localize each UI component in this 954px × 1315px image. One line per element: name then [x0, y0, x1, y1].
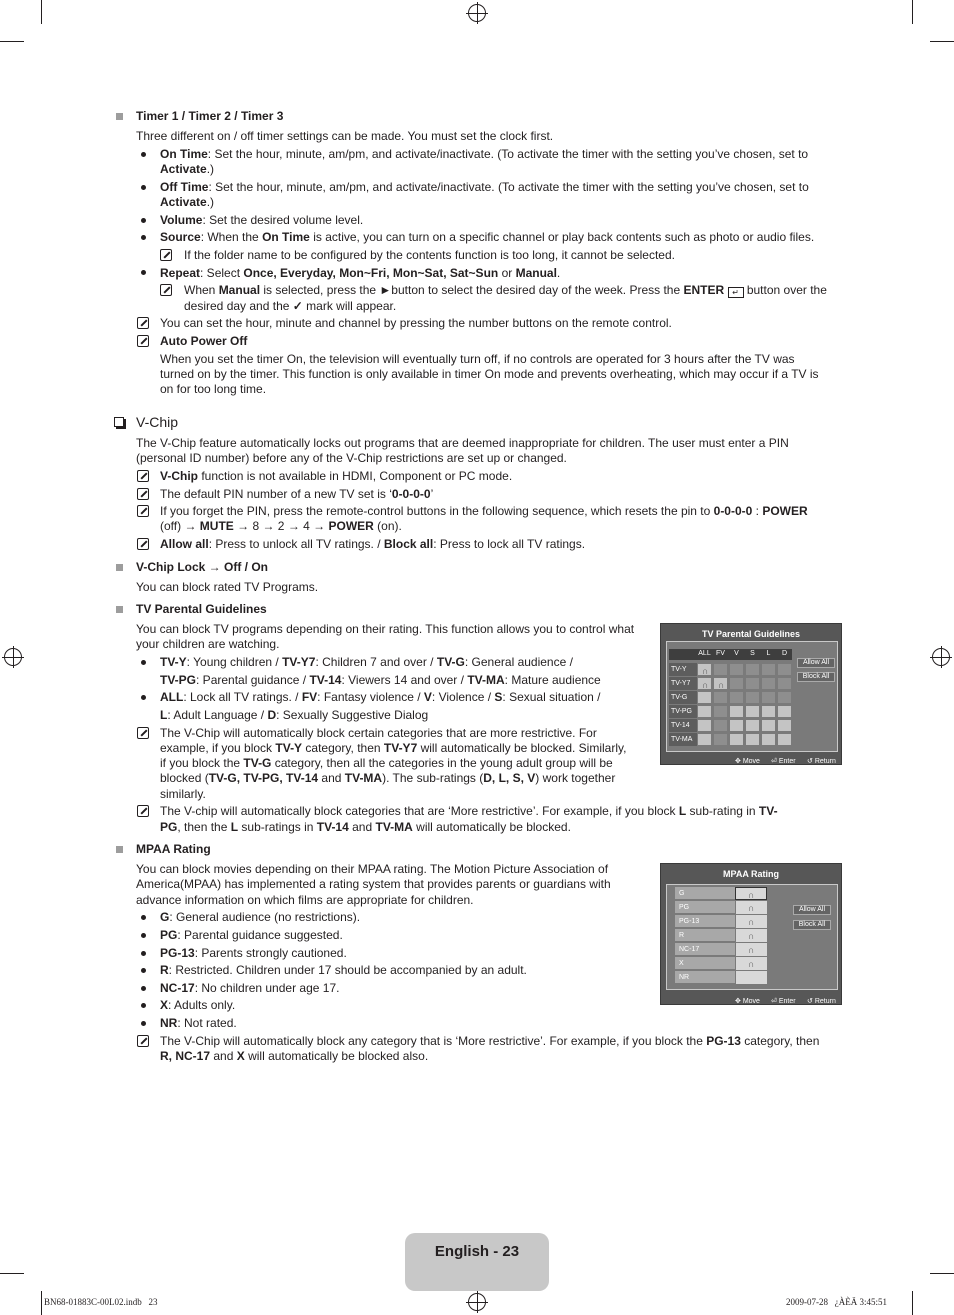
lock-icon: ∩ [702, 666, 709, 676]
tv-parental-note: example, if you block TV-Y category, then TV-Y7 will automatically be blocked. Similarly, [160, 741, 627, 755]
off-time-item: Off Time: Set the hour, minute, am/pm, and activate/inactivate. (To activate the timer with the setting you’ve chosen, set to [160, 180, 809, 194]
allow-all-button[interactable]: Allow All [793, 905, 831, 915]
rating-row-label[interactable]: TV-G [669, 691, 697, 704]
mpaa-row[interactable] [675, 901, 767, 914]
mpaa-screen [660, 863, 842, 1005]
repeat-note: When Manual is selected, press the ►button to select the desired day of the week. Press the ENTER ↵ button over the [184, 283, 827, 297]
rating-row-label[interactable]: TV-14 [669, 719, 697, 732]
column-header[interactable]: D [777, 649, 792, 660]
on-time-item-cont: Activate.) [160, 162, 215, 176]
mpaa-lock-cell[interactable] [735, 929, 767, 942]
lock-icon: ∩ [748, 959, 755, 969]
crop-mark [930, 41, 954, 42]
crop-mark [912, 1291, 913, 1315]
rating-item-cont: TV-PG: Parental guidance / TV-14: Viewers 14 and over / TV-MA: Mature audience [160, 673, 601, 687]
rating-cell[interactable] [761, 663, 776, 676]
vchip-note: V-Chip function is not available in HDMI, Component or PC mode. [160, 469, 513, 483]
screen-panel [666, 884, 838, 990]
block-all-button[interactable]: Block All [793, 920, 831, 930]
mpaa-row[interactable] [675, 929, 767, 942]
rating-cell[interactable] [745, 691, 760, 704]
checkbox-icon [114, 417, 124, 427]
mpaa-lock-cell[interactable] [735, 943, 767, 956]
rating-cell[interactable] [777, 733, 792, 746]
rating-cell[interactable] [761, 677, 776, 690]
rating-cell[interactable] [761, 705, 776, 718]
rating-cell[interactable] [745, 705, 760, 718]
bullet-icon [141, 1003, 146, 1008]
subrating-item-cont: L: Adult Language / D: Sexually Suggestive Dialog [160, 708, 429, 722]
auto-power-off-line: When you set the timer On, the television will eventually turn off, if no controls are operated for 3 hours after the TV was [160, 352, 795, 366]
mpaa-lock-cell[interactable] [735, 901, 767, 914]
lock-icon: ∩ [718, 680, 725, 690]
rating-cell[interactable] [777, 677, 792, 690]
column-header[interactable]: L [761, 649, 776, 660]
mpaa-row-label: G [679, 890, 685, 897]
vchip-lock-text: You can block rated TV Programs. [136, 580, 319, 594]
rating-row-label[interactable]: TV-Y7 [669, 677, 697, 690]
return-icon: ↺ [807, 758, 813, 765]
mpaa-row-label: PG [679, 904, 690, 911]
rating-cell[interactable] [745, 677, 760, 690]
repeat-item: Repeat: Select Once, Everyday, Mon~Fri, Mon~Sat, Sat~Sun or Manual. [160, 266, 561, 280]
note-icon [137, 727, 149, 739]
tv-parental-screen [660, 623, 842, 765]
rating-cell[interactable] [729, 663, 744, 676]
page-number: English - 23 [434, 1243, 520, 1260]
rating-cell[interactable] [697, 663, 712, 676]
note-icon [160, 249, 172, 261]
rating-cell[interactable] [729, 705, 744, 718]
tv-parental-note2: The V-chip will automatically block categories that are ‘More restrictive’. For example, if you block L sub-rating in TV- [160, 804, 778, 818]
auto-power-off-title: Auto Power Off [160, 334, 248, 348]
mpaa-item: R: Restricted. Children under 17 should be accompanied by an adult. [160, 963, 527, 977]
bullet-icon [141, 218, 146, 223]
enter-hint: ⏎ Enter [771, 998, 796, 1005]
note-icon [160, 284, 172, 296]
return-hint: ↺ Return [807, 758, 836, 765]
lock-icon: ∩ [748, 945, 755, 955]
note-icon [137, 317, 149, 329]
rating-cell[interactable] [777, 705, 792, 718]
off-time-item-cont: Activate.) [160, 195, 215, 209]
rating-cell[interactable] [777, 663, 792, 676]
column-header[interactable]: V [729, 649, 744, 660]
mpaa-lock-cell[interactable] [735, 915, 767, 928]
enter-icon: ⏎ [771, 758, 777, 765]
enter-icon: ↵ [728, 287, 744, 298]
bullet-icon [141, 915, 146, 920]
crop-mark [912, 0, 913, 24]
rating-cell[interactable] [761, 691, 776, 704]
rating-cell[interactable] [729, 733, 744, 746]
mpaa-row-label: R [679, 932, 685, 939]
rating-cell[interactable] [713, 719, 728, 732]
bullet-icon [141, 270, 146, 275]
lock-icon: ∩ [748, 903, 755, 913]
note-icon [137, 470, 149, 482]
rating-row-label[interactable]: TV-MA [669, 733, 697, 746]
crop-mark [41, 1291, 42, 1315]
move-hint: ✥ Move [735, 758, 760, 765]
rating-cell[interactable] [713, 663, 728, 676]
mpaa-row[interactable] [675, 887, 767, 900]
move-icon: ✥ [735, 758, 741, 765]
on-time-item: On Time: Set the hour, minute, am/pm, and activate/inactivate. (To activate the timer with the setting you’ve chosen, set to [160, 147, 809, 161]
note-icon [137, 1035, 149, 1047]
enter-hint: ⏎ Enter [771, 758, 796, 765]
rating-cell[interactable] [697, 719, 712, 732]
rating-cell[interactable] [697, 705, 712, 718]
square-bullet-icon [116, 564, 123, 571]
screen-title: TV Parental Guidelines [701, 629, 801, 639]
mpaa-row-label: NR [679, 974, 690, 981]
crop-mark [930, 1273, 954, 1274]
rating-item: TV-Y: Young children / TV-Y7: Children 7 and over / TV-G: General audience / [160, 655, 573, 669]
rating-cell[interactable] [729, 691, 744, 704]
bullet-icon [141, 933, 146, 938]
bullet-icon [141, 152, 146, 157]
bullet-icon [141, 986, 146, 991]
page-number-tab [405, 1233, 549, 1291]
auto-power-off-line: on for too long time. [160, 382, 267, 396]
registration-mark-icon [4, 648, 22, 666]
mpaa-note: The V-Chip will automatically block any category that is ‘More restrictive’. For example, if you block the PG-13 category, then [160, 1034, 820, 1048]
enter-icon: ⏎ [771, 998, 777, 1005]
tv-parental-note: blocked (TV-G, TV-PG, TV-14 and TV-MA). The sub-ratings (D, L, S, V) work together [160, 771, 616, 785]
tv-parental-intro: your children are watching. [136, 637, 280, 651]
mpaa-intro: advance information on which films are appropriate for children. [136, 893, 474, 907]
mpaa-row-label: X [679, 960, 684, 967]
vchip-intro: The V-Chip feature automatically locks out programs that are deemed inappropriate for children. The user must enter a PIN [136, 436, 789, 450]
block-all-button[interactable]: Block All [797, 672, 835, 682]
move-hint: ✥ Move [735, 998, 760, 1005]
screen-title: MPAA Rating [723, 869, 779, 879]
vchip-note: The default PIN number of a new TV set is ‘0-0-0-0’ [160, 487, 434, 501]
vchip-title: V-Chip [136, 414, 179, 430]
note-icon [137, 335, 149, 347]
mpaa-row[interactable] [675, 957, 767, 970]
mpaa-lock-cell[interactable] [735, 887, 767, 900]
registration-mark-icon [932, 648, 950, 666]
mpaa-note: R, NC-17 and X will automatically be blocked also. [160, 1049, 429, 1063]
column-header[interactable]: S [745, 649, 760, 660]
note-icon [137, 805, 149, 817]
note-icon [137, 505, 149, 517]
rating-cell[interactable] [697, 691, 712, 704]
mpaa-row[interactable] [675, 915, 767, 928]
tv-parental-heading: TV Parental Guidelines [136, 602, 267, 616]
lock-icon: ∩ [702, 680, 709, 690]
timer-intro: Three different on / off timer settings can be made. You must set the clock first. [136, 129, 554, 143]
bullet-icon [141, 660, 146, 665]
move-icon: ✥ [735, 998, 741, 1005]
mpaa-item: X: Adults only. [160, 998, 236, 1012]
tv-parental-intro: You can block TV programs depending on their rating. This function allows you to control what [136, 622, 635, 636]
mpaa-row[interactable] [675, 971, 767, 984]
bullet-icon [141, 695, 146, 700]
rating-row-label[interactable]: TV-Y [669, 663, 697, 676]
square-bullet-icon [116, 113, 123, 120]
mpaa-lock-cell[interactable] [735, 957, 767, 970]
column-header[interactable]: ALL [697, 649, 712, 660]
vchip-intro: (personal ID number) before any of the V-Chip restrictions are set up or changed. [136, 451, 567, 465]
rating-row-label[interactable]: TV-PG [669, 705, 697, 718]
tv-parental-note: similarly. [160, 787, 206, 801]
return-hint: ↺ Return [807, 998, 836, 1005]
rating-cell[interactable] [729, 719, 744, 732]
mpaa-item: PG-13: Parents strongly cautioned. [160, 946, 347, 960]
bullet-icon [141, 968, 146, 973]
rating-cell[interactable] [761, 719, 776, 732]
rating-cell[interactable] [713, 733, 728, 746]
check-mark-icon: ✓ [292, 299, 303, 313]
hour-note: You can set the hour, minute and channel by pressing the number buttons on the remote control. [160, 316, 672, 330]
mpaa-heading: MPAA Rating [136, 842, 211, 856]
note-icon [137, 538, 149, 550]
rating-cell[interactable] [777, 691, 792, 704]
mpaa-intro: You can block movies depending on their MPAA rating. The Motion Picture Association of [136, 862, 609, 876]
source-note: If the folder name to be configured by the contents function is too long, it cannot be selected. [184, 248, 675, 262]
mpaa-row-label: PG-13 [679, 918, 700, 925]
mpaa-item: NR: Not rated. [160, 1016, 237, 1030]
rating-cell[interactable] [697, 733, 712, 746]
lock-icon: ∩ [748, 890, 755, 900]
rating-cell[interactable] [777, 719, 792, 732]
print-timestamp: 2009-07-28 ¿ÀÈÄ 3:45:51 [786, 1297, 887, 1307]
mpaa-item: G: General audience (no restrictions). [160, 910, 361, 924]
registration-mark-icon [468, 1293, 486, 1311]
square-bullet-icon [116, 606, 123, 613]
rating-cell[interactable] [729, 677, 744, 690]
mpaa-lock-cell[interactable] [735, 971, 767, 984]
timer-heading: Timer 1 / Timer 2 / Timer 3 [136, 109, 284, 123]
tv-parental-note2: PG, then the L sub-ratings in TV-14 and TV-MA will automatically be blocked. [160, 820, 571, 834]
rating-cell[interactable] [745, 663, 760, 676]
rating-cell[interactable] [713, 705, 728, 718]
volume-item: Volume: Set the desired volume level. [160, 213, 364, 227]
bullet-icon [141, 1021, 146, 1026]
mpaa-row-label: NC-17 [679, 946, 700, 953]
return-icon: ↺ [807, 998, 813, 1005]
tv-parental-note: if you block the TV-G category, then all the categories in the young adult group will be [160, 756, 613, 770]
lock-icon: ∩ [748, 931, 755, 941]
registration-mark-icon [468, 4, 486, 22]
auto-power-off-line: turned on by the timer. This function is only available in timer On mode and prevents overheating, which may occur if a TV is [160, 367, 819, 381]
rating-cell[interactable] [697, 677, 712, 690]
rating-cell[interactable] [745, 719, 760, 732]
source-item: Source: When the On Time is active, you can turn on a specific channel or play back contents such as photo or audio files. [160, 230, 815, 244]
rating-cell[interactable] [761, 733, 776, 746]
rating-cell[interactable] [713, 691, 728, 704]
bullet-icon [141, 951, 146, 956]
tv-parental-note: The V-Chip will automatically block certain categories that are more restrictive. For [160, 726, 597, 740]
square-bullet-icon [116, 846, 123, 853]
mpaa-intro: America(MPAA) has implemented a rating system that provides parents or guardians with [136, 877, 611, 891]
vchip-note-cont: (off) → MUTE → 8 → 2 → 4 → POWER (on). [160, 519, 402, 533]
rating-cell[interactable] [745, 733, 760, 746]
lock-icon: ∩ [748, 917, 755, 927]
mpaa-item: PG: Parental guidance suggested. [160, 928, 343, 942]
bullet-icon [141, 185, 146, 190]
crop-mark [41, 0, 42, 24]
vchip-lock-heading: V-Chip Lock → Off / On [136, 560, 268, 574]
mpaa-row[interactable] [675, 943, 767, 956]
subrating-item: ALL: Lock all TV ratings. / FV: Fantasy violence / V: Violence / S: Sexual situation / [160, 690, 601, 704]
column-header[interactable]: FV [713, 649, 728, 660]
crop-mark [0, 1273, 24, 1274]
bullet-icon [141, 235, 146, 240]
vchip-note: Allow all: Press to unlock all TV ratings. / Block all: Press to lock all TV ratings. [160, 537, 586, 551]
note-icon [137, 488, 149, 500]
rating-cell[interactable] [713, 677, 728, 690]
allow-all-button[interactable]: Allow All [797, 658, 835, 668]
mpaa-item: NC-17: No children under age 17. [160, 981, 340, 995]
file-name: BN68-01883C-00L02.indb 23 [44, 1297, 158, 1307]
crop-mark [0, 41, 24, 42]
vchip-note: If you forget the PIN, press the remote-control buttons in the following sequence, which resets the pin to 0-0-0-0 : POWER [160, 504, 808, 518]
repeat-note-cont: desired day and the ✓ mark will appear. [184, 299, 397, 313]
